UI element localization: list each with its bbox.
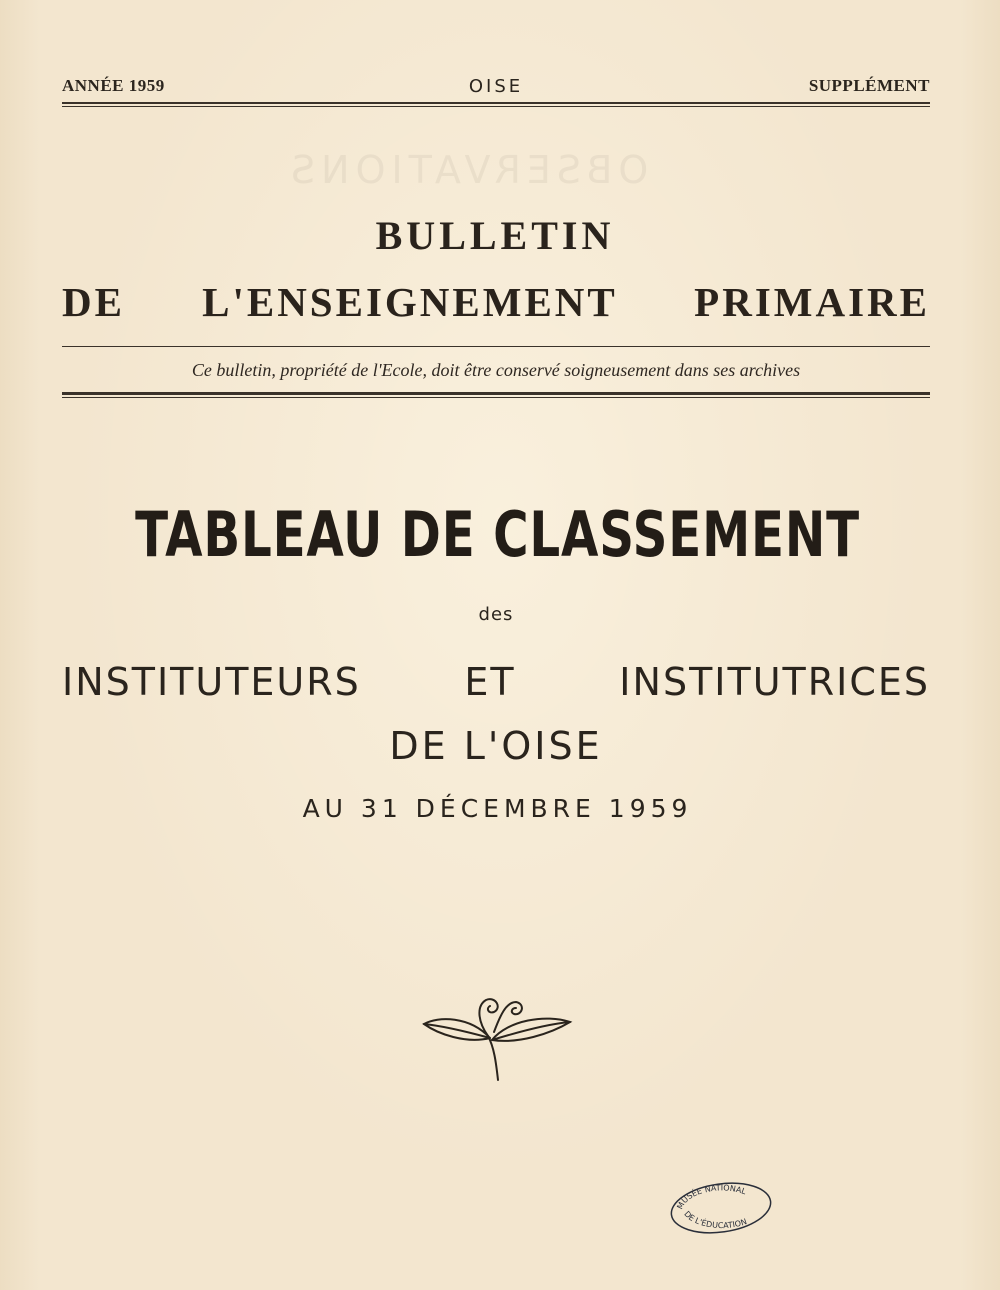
header-department: OISE bbox=[468, 76, 524, 97]
main-audience: INSTITUTEURS ET INSTITUTRICES bbox=[62, 660, 930, 704]
svg-text:DE L'ÉDUCATION bbox=[682, 1209, 748, 1230]
stamp-text-bottom: DE L'ÉDUCATION bbox=[682, 1209, 749, 1231]
main-region: DE L'OISE bbox=[389, 724, 603, 768]
header-edition: SUPPLÉMENT bbox=[808, 76, 930, 95]
show-through-texture: OBSERVATIONS bbox=[285, 148, 649, 192]
masthead-title: BULLETIN bbox=[375, 213, 615, 258]
page-header bbox=[62, 76, 930, 100]
archive-note: Ce bulletin, propriété de l'Ecole, doit être conservé soigneusement dans ses archives bbox=[191, 360, 801, 380]
masthead-bottom-rule-thin bbox=[62, 397, 930, 398]
svg-text:MUSÉE NATIONAL bbox=[675, 1183, 747, 1210]
header-year: ANNÉE 1959 bbox=[62, 76, 165, 95]
masthead-subtitle: DE L'ENSEIGNEMENT PRIMAIRE bbox=[62, 279, 930, 325]
masthead-rule bbox=[62, 346, 930, 347]
main-connector: des bbox=[478, 604, 514, 625]
stamp-text-top: MUSÉE NATIONAL bbox=[675, 1183, 748, 1211]
main-heading: TABLEAU DE CLASSEMENT bbox=[135, 498, 860, 571]
header-rule-thin bbox=[62, 106, 930, 107]
main-date: AU 31 DÉCEMBRE 1959 bbox=[302, 794, 693, 823]
floral-ornament-icon bbox=[418, 992, 578, 1088]
header-rule bbox=[62, 102, 930, 104]
masthead-bottom-rule bbox=[62, 392, 930, 395]
museum-stamp bbox=[668, 1180, 774, 1236]
